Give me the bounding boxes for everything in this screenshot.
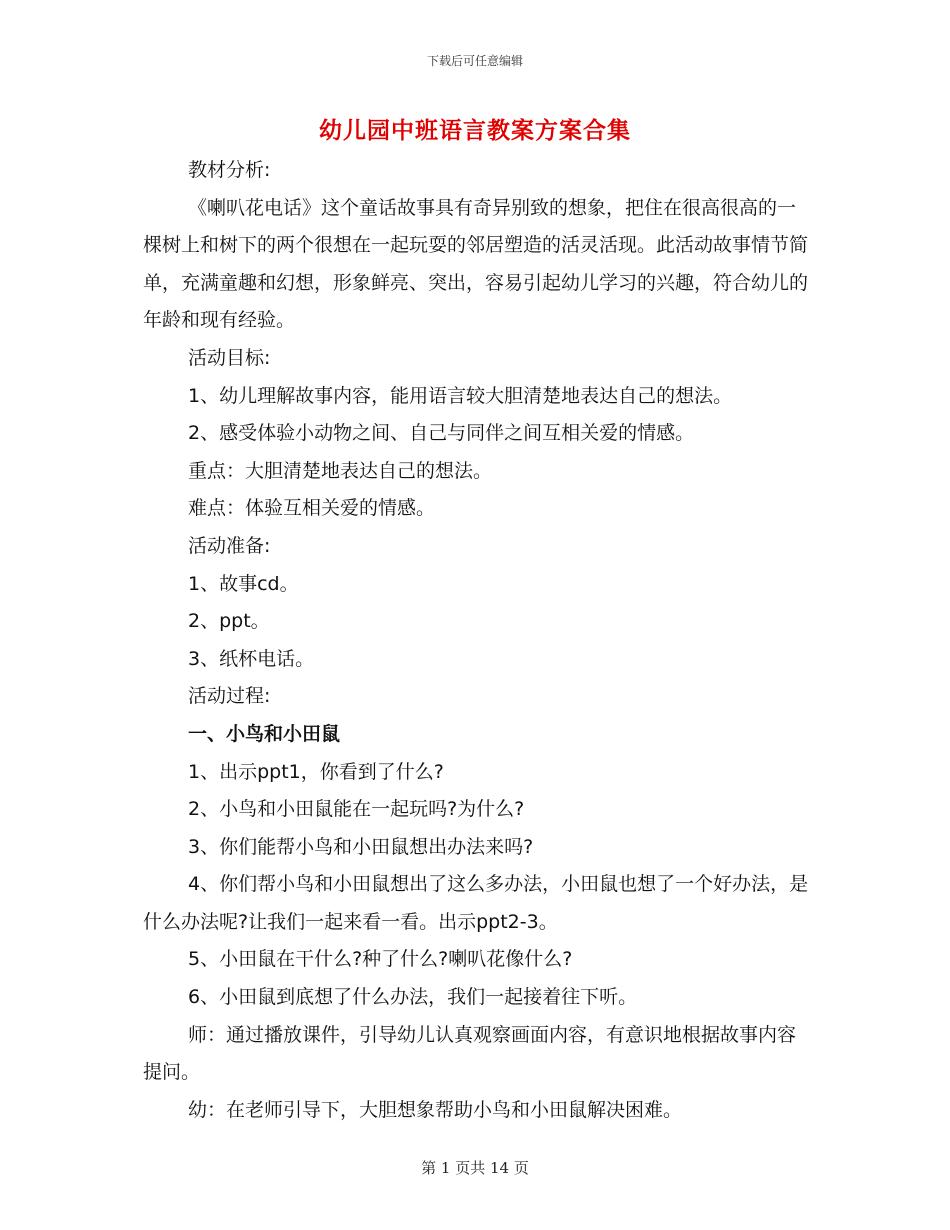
child-note: 幼：在老师引导下，大胆想象帮助小鸟和小田鼠解决困难。 — [188, 1098, 683, 1121]
subsection-heading: 一、小鸟和小田鼠 — [188, 722, 341, 745]
process-step-1: 1、出示ppt1，你看到了什么? — [188, 760, 444, 783]
document-body — [143, 152, 813, 1129]
process-step-3: 3、你们能帮小鸟和小田鼠想出办法来吗? — [188, 835, 534, 858]
section-heading-activity-goals: 活动目标: — [188, 346, 271, 369]
process-step-2: 2、小鸟和小田鼠能在一起玩吗?为什么? — [188, 798, 525, 821]
header-note: 下载后可任意编辑 — [426, 54, 523, 68]
difficult-point: 难点：体验互相关爱的情感。 — [188, 497, 436, 520]
process-step-4: 4、你们帮小鸟和小田鼠想出了这么多办法，小田鼠也想了一个好办法，是什么办法呢?让我们一起来看一看。出示ppt2-3。 — [143, 873, 809, 933]
section-heading-material-analysis: 教材分析: — [188, 159, 271, 181]
preparation-item-2: 2、ppt。 — [188, 610, 270, 633]
goal-item-2: 2、感受体验小动物之间、自己与同伴之间互相关爱的情感。 — [188, 422, 695, 445]
key-point: 重点：大胆清楚地表达自己的想法。 — [188, 459, 493, 482]
process-step-6: 6、小田鼠到底想了什么办法，我们一起接着往下听。 — [188, 986, 638, 1009]
document-title: 幼儿园中班语言教案方案合集 — [319, 118, 631, 144]
preparation-item-3: 3、纸杯电话。 — [188, 647, 315, 670]
section-heading-process: 活动过程: — [188, 685, 271, 708]
page-footer: 第 1 页共 14 页 — [421, 1159, 529, 1177]
goal-item-1: 1、幼儿理解故事内容，能用语言较大胆清楚地表达自己的想法。 — [188, 384, 733, 407]
section-heading-preparation: 活动准备: — [188, 534, 271, 557]
paragraph-material-analysis: 《喇叭花电话》这个童话故事具有奇异别致的想象，把住在很高很高的一棵树上和树下的两个很想在一起玩耍的邻居塑造的活灵活现。此活动故事情节简单，充满童趣和幻想，形象鲜亮、突出，容易引起幼儿学习的兴趣，符合幼儿的年龄和现有经验。 — [143, 196, 809, 332]
process-step-5: 5、小田鼠在干什么?种了什么?喇叭花像什么? — [188, 948, 573, 971]
preparation-item-1: 1、故事cd。 — [188, 572, 299, 595]
teacher-note: 师：通过播放课件，引导幼儿认真观察画面内容，有意识地根据故事内容提问。 — [143, 1023, 797, 1084]
